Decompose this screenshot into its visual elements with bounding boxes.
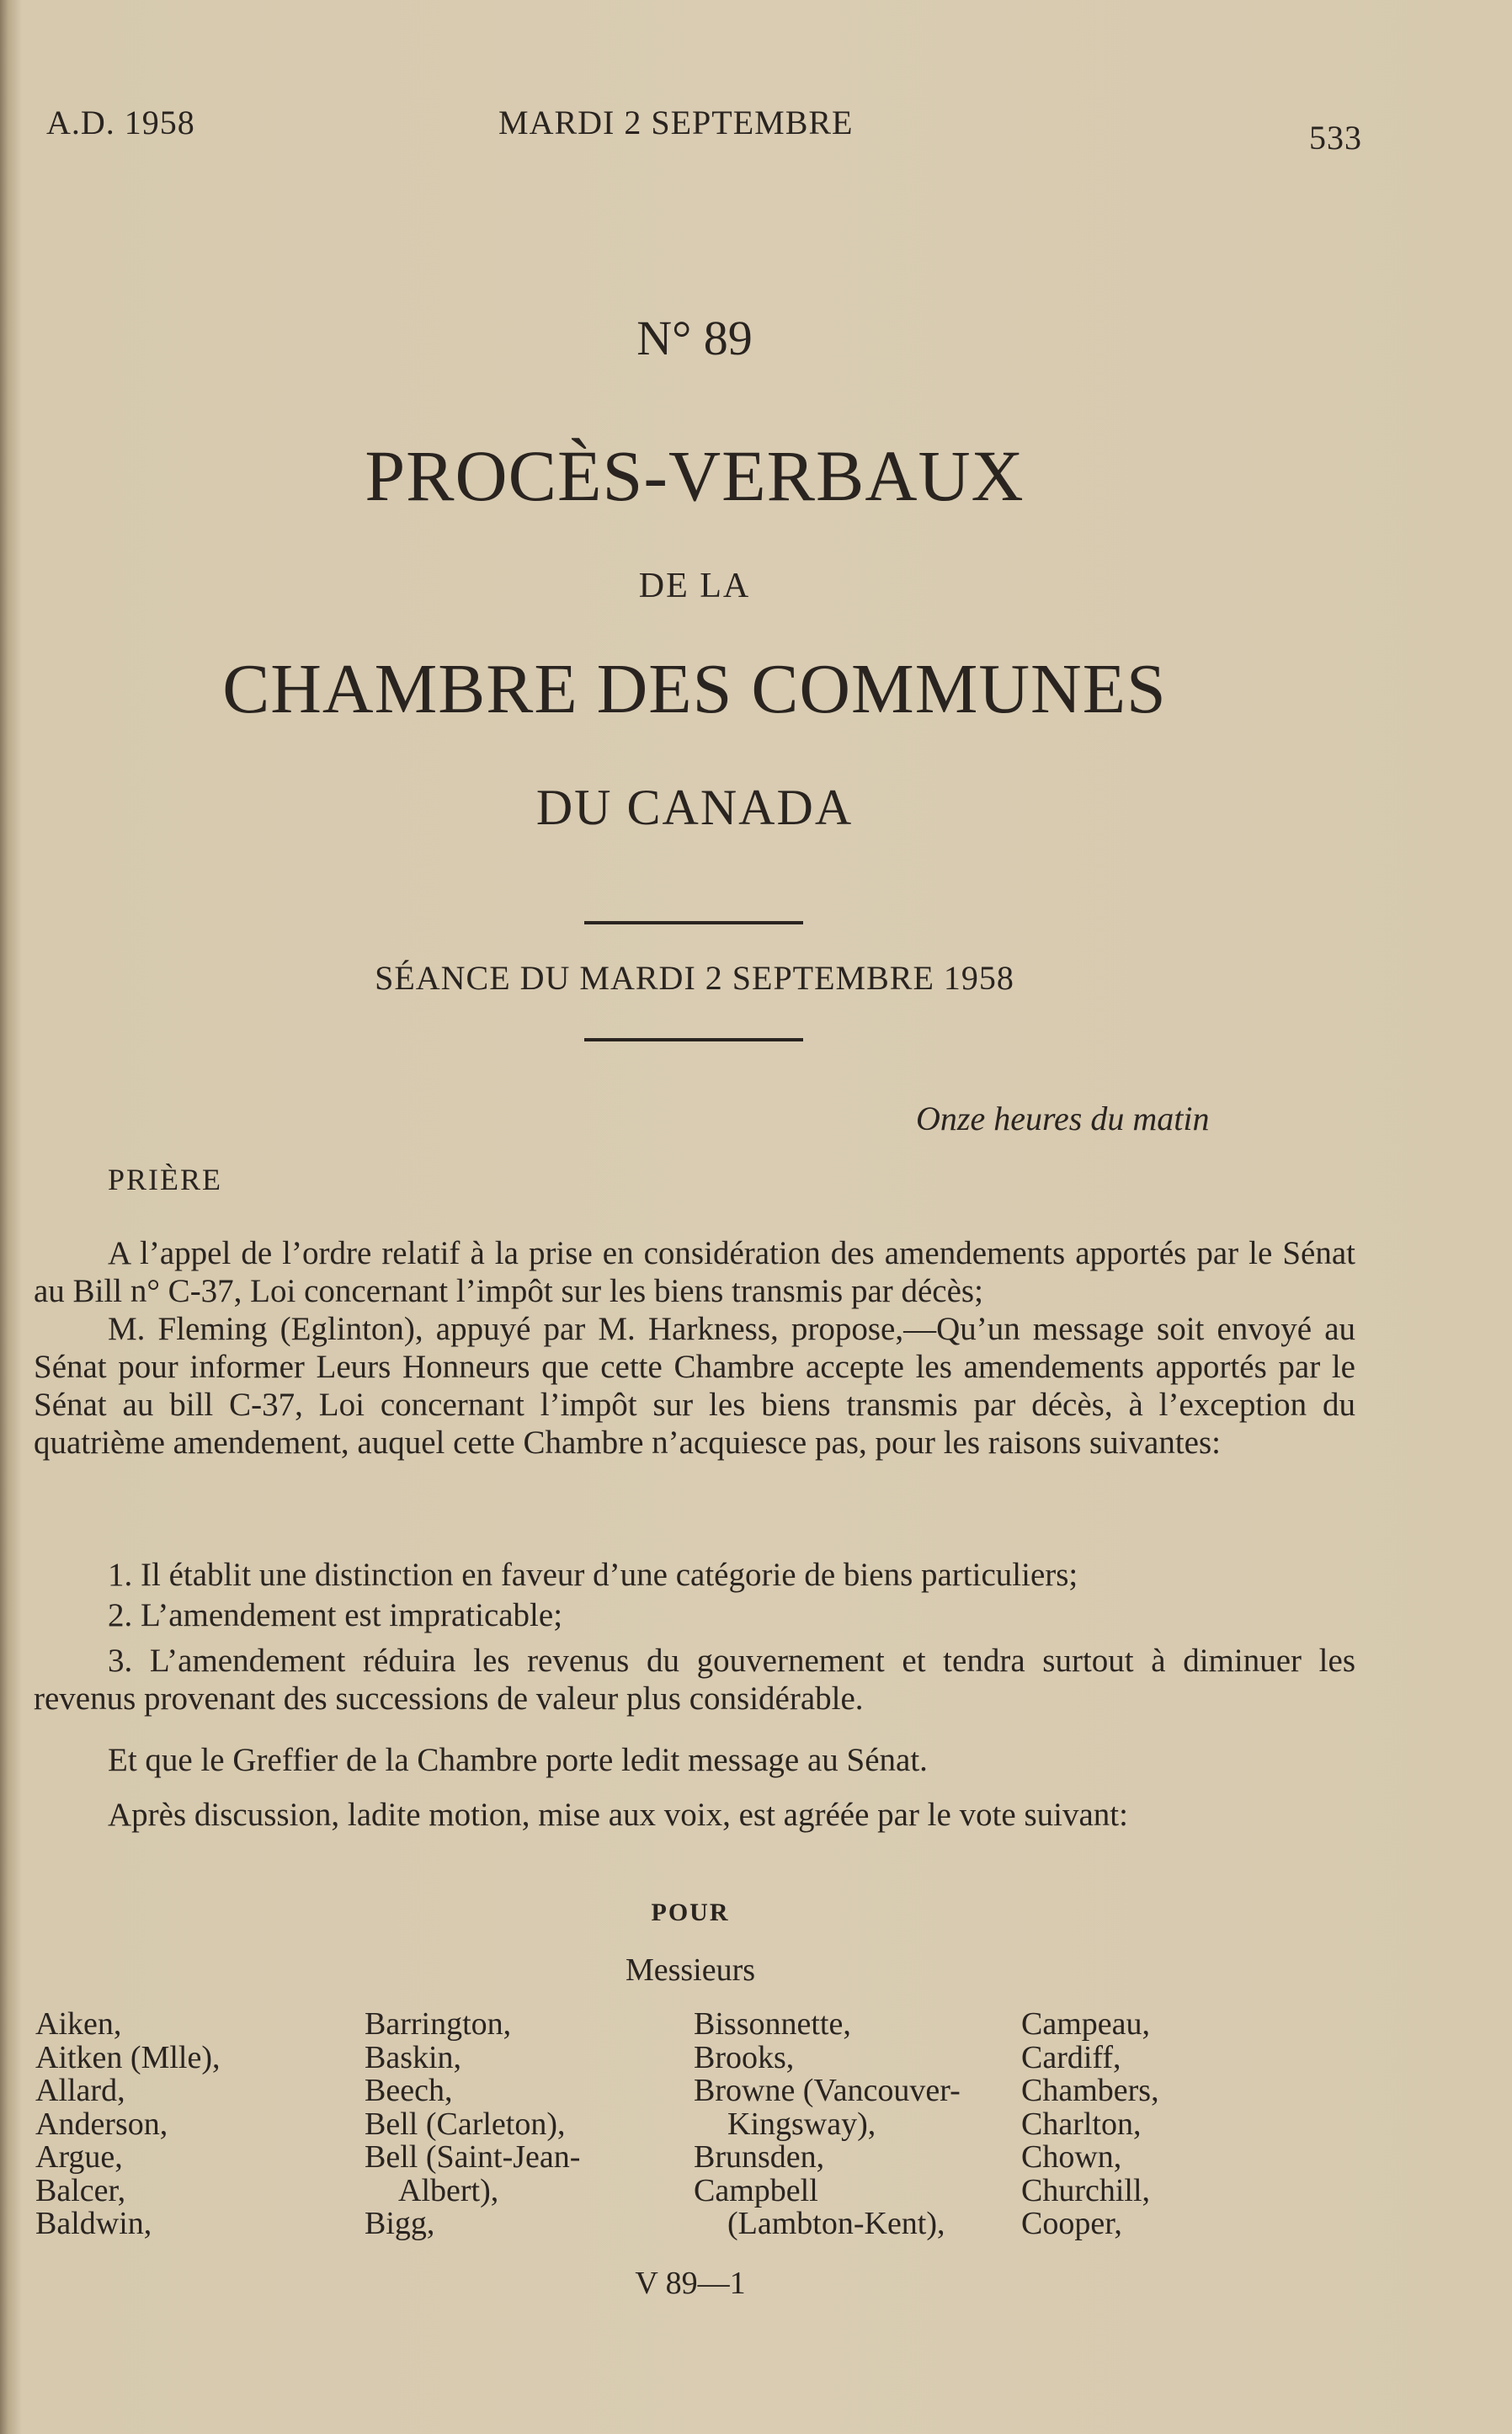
vote-column-1 [35,2008,221,2241]
reason-item-3-wrap [34,1642,1355,1718]
header-year: A.D. 1958 [46,104,195,141]
member-name: Cooper, [1021,2206,1122,2241]
vote-column-2 [365,2008,580,2241]
member-name: Allard, [35,2073,125,2108]
member-name: Browne (Vancouver- [694,2073,961,2108]
title-de-la: DE LA [638,567,751,605]
paragraph-order: A l’appel de l’ordre relatif à la prise en considération des amendements apportés par le Sénat au Bill n° C-37, Loi concernant l’impôt sur les biens transmis par décès; [34,1235,1355,1309]
member-name: Argue, [35,2139,123,2175]
divider-bottom [584,1038,803,1041]
session-time: Onze heures du matin [916,1100,1210,1137]
member-name: Campbell [694,2172,818,2208]
member-name: Balcer, [35,2172,126,2208]
vote-column-4 [1021,2008,1159,2241]
paragraph-vote: Après discussion, ladite motion, mise aux voix, est agréée par le vote suivant: [108,1797,1128,1833]
member-name: Brunsden, [694,2139,825,2175]
body-text [34,1234,1355,1462]
issue-number: N° 89 [636,311,753,365]
paragraph-vote-wrap [34,1796,1355,1834]
member-name: Aiken, [35,2006,122,2042]
paragraph-greffier: Et que le Greffier de la Chambre porte ledit message au Sénat. [108,1742,928,1778]
member-name: Churchill, [1021,2172,1151,2208]
member-name: Cardiff, [1021,2039,1121,2075]
member-name: Aitken (Mlle), [35,2039,221,2075]
member-name-continued: Kingsway), [727,2106,876,2142]
paragraph-motion: M. Fleming (Eglinton), appuyé par M. Harkness, propose,—Qu’un message soit envoyé au Sénat pour informer Leurs Honneurs que cette Chambre accepte les amendements apportés par le Sénat au bill C-37, Loi concernant l’impôt sur les biens transmis par décès, à l’exception du quatrième amendement, auquel cette Chambre n’acquiesce pas, pour les raisons suivantes: [34,1311,1355,1461]
member-name-continued: Albert), [398,2172,499,2208]
title-du-canada: DU CANADA [535,780,854,835]
member-name: Chown, [1021,2139,1122,2175]
paragraph-greffier-wrap [34,1741,1355,1779]
member-name: Anderson, [35,2106,168,2142]
header-date: MARDI 2 SEPTEMBRE [498,104,854,141]
member-name: Brooks, [694,2039,795,2075]
member-name: Bigg, [365,2206,435,2241]
member-name: Baldwin, [35,2206,152,2241]
member-name: Charlton, [1021,2106,1142,2142]
divider-top [584,921,803,924]
member-name: Chambers, [1021,2073,1159,2108]
member-name: Baskin, [365,2039,462,2075]
reason-item-2: 2. L’amendement est impraticable; [108,1597,563,1633]
member-name: Bissonnette, [694,2006,851,2042]
member-name: Bell (Carleton), [365,2106,566,2142]
member-name: Beech, [365,2073,453,2108]
member-name: Bell (Saint-Jean- [365,2139,581,2175]
member-name: Barrington, [365,2006,512,2042]
page-number: 533 [1309,119,1362,157]
title-proces-verbaux: PROCÈS-VERBAUX [365,435,1025,516]
member-name-continued: (Lambton-Kent), [727,2206,945,2241]
vote-subheading: Messieurs [625,1952,756,1988]
priere-heading: PRIÈRE [108,1163,223,1196]
vote-heading: POUR [651,1899,730,1926]
reason-item-1: 1. Il établit une distinction en faveur d’une catégorie de biens particuliers; [108,1557,1078,1593]
title-chambre: CHAMBRE DES COMMUNES [222,650,1167,728]
reason-item-3: 3. L’amendement réduira les revenus du gouvernement et tendra surtout à diminuer les revenus provenant des successions de valeur plus considérable. [34,1643,1355,1717]
signature-mark: V 89—1 [635,2266,746,2301]
member-name: Campeau, [1021,2006,1151,2042]
seance-heading: SÉANCE DU MARDI 2 SEPTEMBRE 1958 [375,959,1014,997]
vote-column-3 [694,2008,961,2241]
